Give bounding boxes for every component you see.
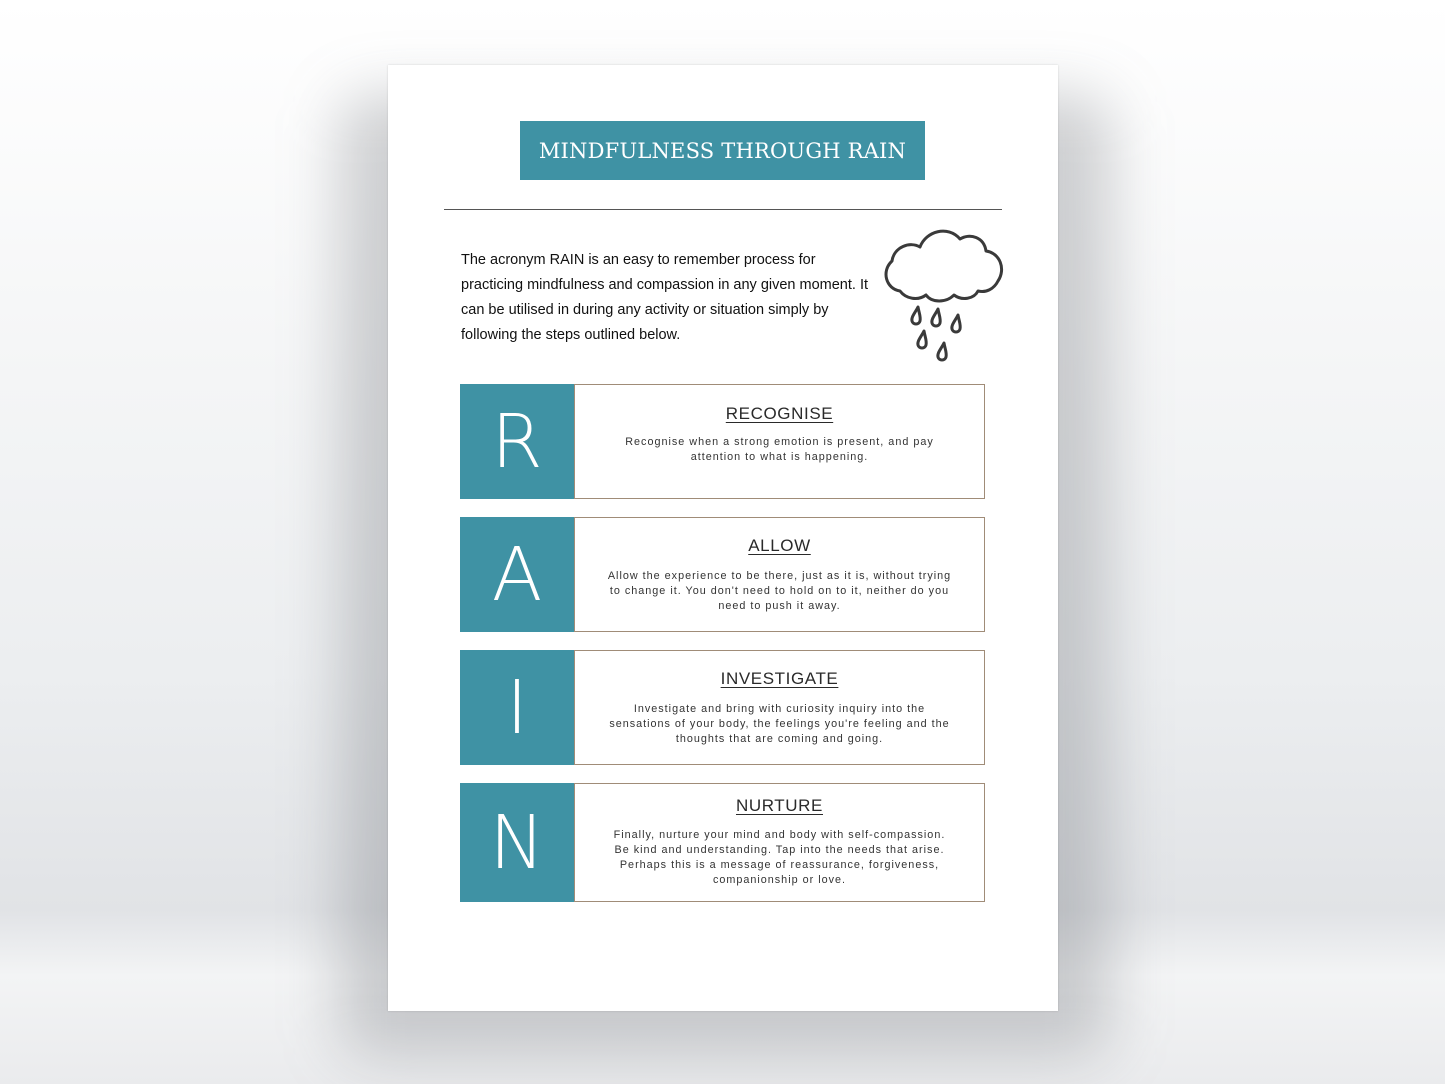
step-recognise xyxy=(460,384,985,499)
step-letter: N xyxy=(489,799,545,886)
step-content xyxy=(574,783,985,902)
step-description: Allow the experience to be there, just as it is, without trying to change it. You don't need to hold on to it, neither do you need to push it away. xyxy=(607,570,952,612)
intro-paragraph: The acronym RAIN is an easy to remember process for practicing mindfulness and compassion in any given moment. It can be utilised in during any activity or situation simply by following the steps outlined below. xyxy=(461,252,869,343)
step-content xyxy=(574,650,985,765)
step-content xyxy=(574,384,985,499)
step-title: RECOGNISE xyxy=(725,404,834,423)
step-allow xyxy=(460,517,985,632)
step-title: ALLOW xyxy=(748,536,811,555)
letter-box xyxy=(460,517,574,632)
document-page xyxy=(388,65,1058,1011)
step-nurture xyxy=(460,783,985,902)
letter-box xyxy=(460,650,574,765)
step-letter: I xyxy=(506,664,528,751)
divider xyxy=(444,209,1002,210)
letter-box xyxy=(460,783,574,902)
title-banner xyxy=(520,121,925,180)
step-letter: R xyxy=(491,398,543,485)
step-description: Recognise when a strong emotion is present, and pay attention to what is happening. xyxy=(625,436,934,463)
letter-box xyxy=(460,384,574,499)
step-content xyxy=(574,517,985,632)
step-investigate xyxy=(460,650,985,765)
step-title: INVESTIGATE xyxy=(720,669,839,688)
page-title: MINDFULNESS THROUGH RAIN xyxy=(538,138,907,163)
step-description: Investigate and bring with curiosity inquiry into the sensations of your body, the feelings you're feeling and the thoughts that are coming and going. xyxy=(609,703,950,745)
step-description: Finally, nurture your mind and body with self-compassion. Be kind and understanding. Tap into the needs that arise. Perhaps this is a message of reassurance, forgiveness, companionship or love. xyxy=(613,829,946,886)
rain-cloud-icon xyxy=(882,223,1008,373)
step-title: NURTURE xyxy=(735,796,823,815)
step-letter: A xyxy=(491,531,543,618)
